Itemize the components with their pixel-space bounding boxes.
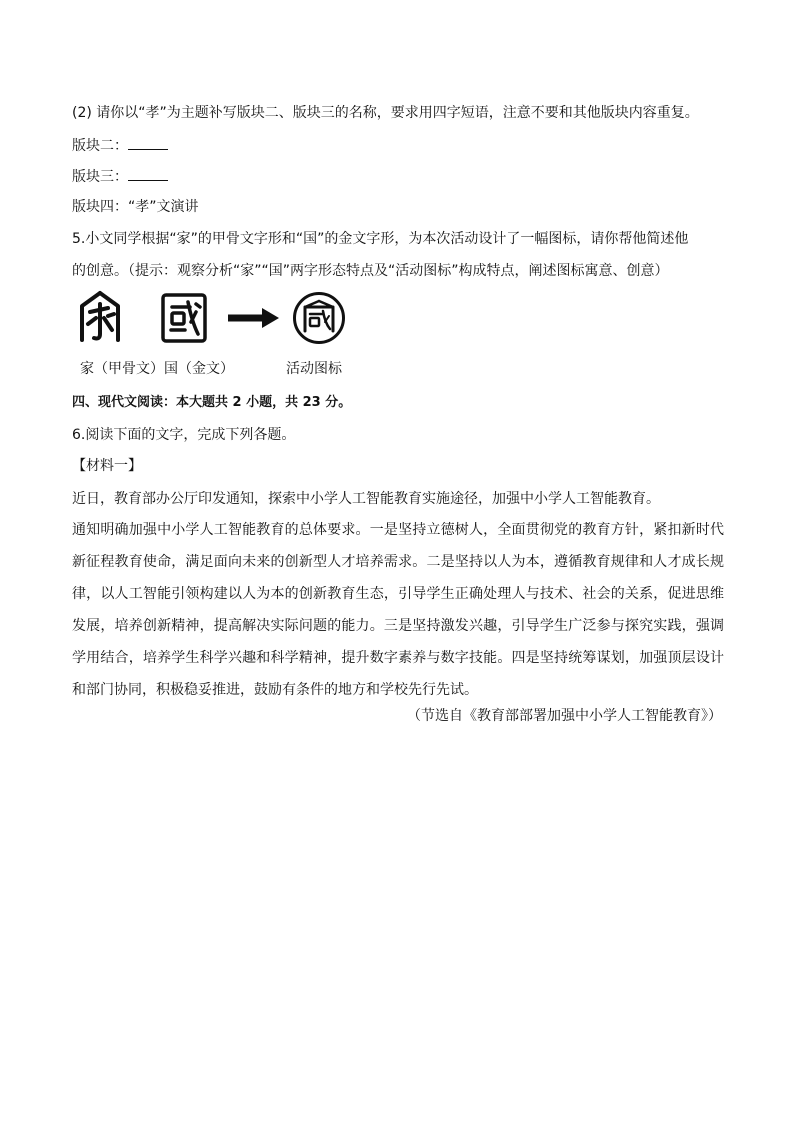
material-1-title: 【材料一】 bbox=[72, 458, 142, 474]
right-arrow-icon bbox=[228, 307, 280, 329]
material-1-source: （节选自《教育部部署加强中小学人工智能教育》） bbox=[407, 708, 722, 724]
material-1-paragraph-1: 近日，教育部办公厅印发通知，探索中小学人工智能教育实施途径，加强中小学人工智能教育。 bbox=[72, 491, 660, 507]
material-1-paragraph-2: 通知明确加强中小学人工智能教育的总体要求。一是坚持立德树人，全面贯彻党的教育方针，紧扣新时代新征程教育使命，满足面向未来的创新型人才培养需求。二是坚持以人为本，遵循教育规律和人才成长规律，以人工智能引领构建以人为本的创新教育生态，引导学生正确处理人与技术、社会的关系，促进思维发展，培养创新精神，提高解决实际问题的能力。三是坚持激发兴趣，引导学生广泛参与探究实践，强调学用结合，培养学生科学兴趣和科学精神，提升数字素养与数字技能。四是坚持统筹谋划，加强顶层设计和部门协同，积极稳妥推进，鼓励有条件的地方和学校先行先试。 bbox=[72, 522, 724, 698]
section-4-heading-prefix: 四、现代文阅读： bbox=[72, 395, 177, 410]
block-2-answer-blank[interactable] bbox=[128, 135, 168, 150]
block-4-line: 版块四：“孝”文演讲 bbox=[72, 199, 199, 215]
question-6-prompt: 6.阅读下面的文字，完成下列各题。 bbox=[72, 427, 296, 443]
block-3-line bbox=[72, 166, 168, 187]
question-5-prompt-line2: 的创意。（提示：观察分析“家”“国”两字形态特点及“活动图标”构成特点，阐述图标寓意、创意） bbox=[72, 263, 669, 279]
section-4-heading bbox=[72, 393, 351, 413]
jia-guo-caption: 家（甲骨文）国（金文） bbox=[80, 361, 234, 377]
jia-oracle-bone-glyph bbox=[78, 290, 122, 344]
activity-icon bbox=[292, 291, 346, 345]
block-3-label: 版块三： bbox=[72, 169, 128, 185]
block-2-label: 版块二： bbox=[72, 138, 128, 154]
question-2-prompt: (2) 请你以“孝”为主题补写版块二、版块三的名称，要求用四字短语，注意不要和其他版块内容重复。 bbox=[72, 105, 699, 121]
block-2-line bbox=[72, 135, 168, 156]
section-4-heading-detail: 本大题共 2 小题，共 23 分。 bbox=[176, 395, 352, 410]
question-5-prompt-line1: 5.小文同学根据“家”的甲骨文字形和“国”的金文字形，为本次活动设计了一幅图标，请你帮他简述他 bbox=[72, 231, 689, 247]
block-3-answer-blank[interactable] bbox=[128, 166, 168, 181]
guo-bronze-glyph bbox=[160, 292, 208, 344]
activity-icon-caption: 活动图标 bbox=[286, 361, 342, 377]
